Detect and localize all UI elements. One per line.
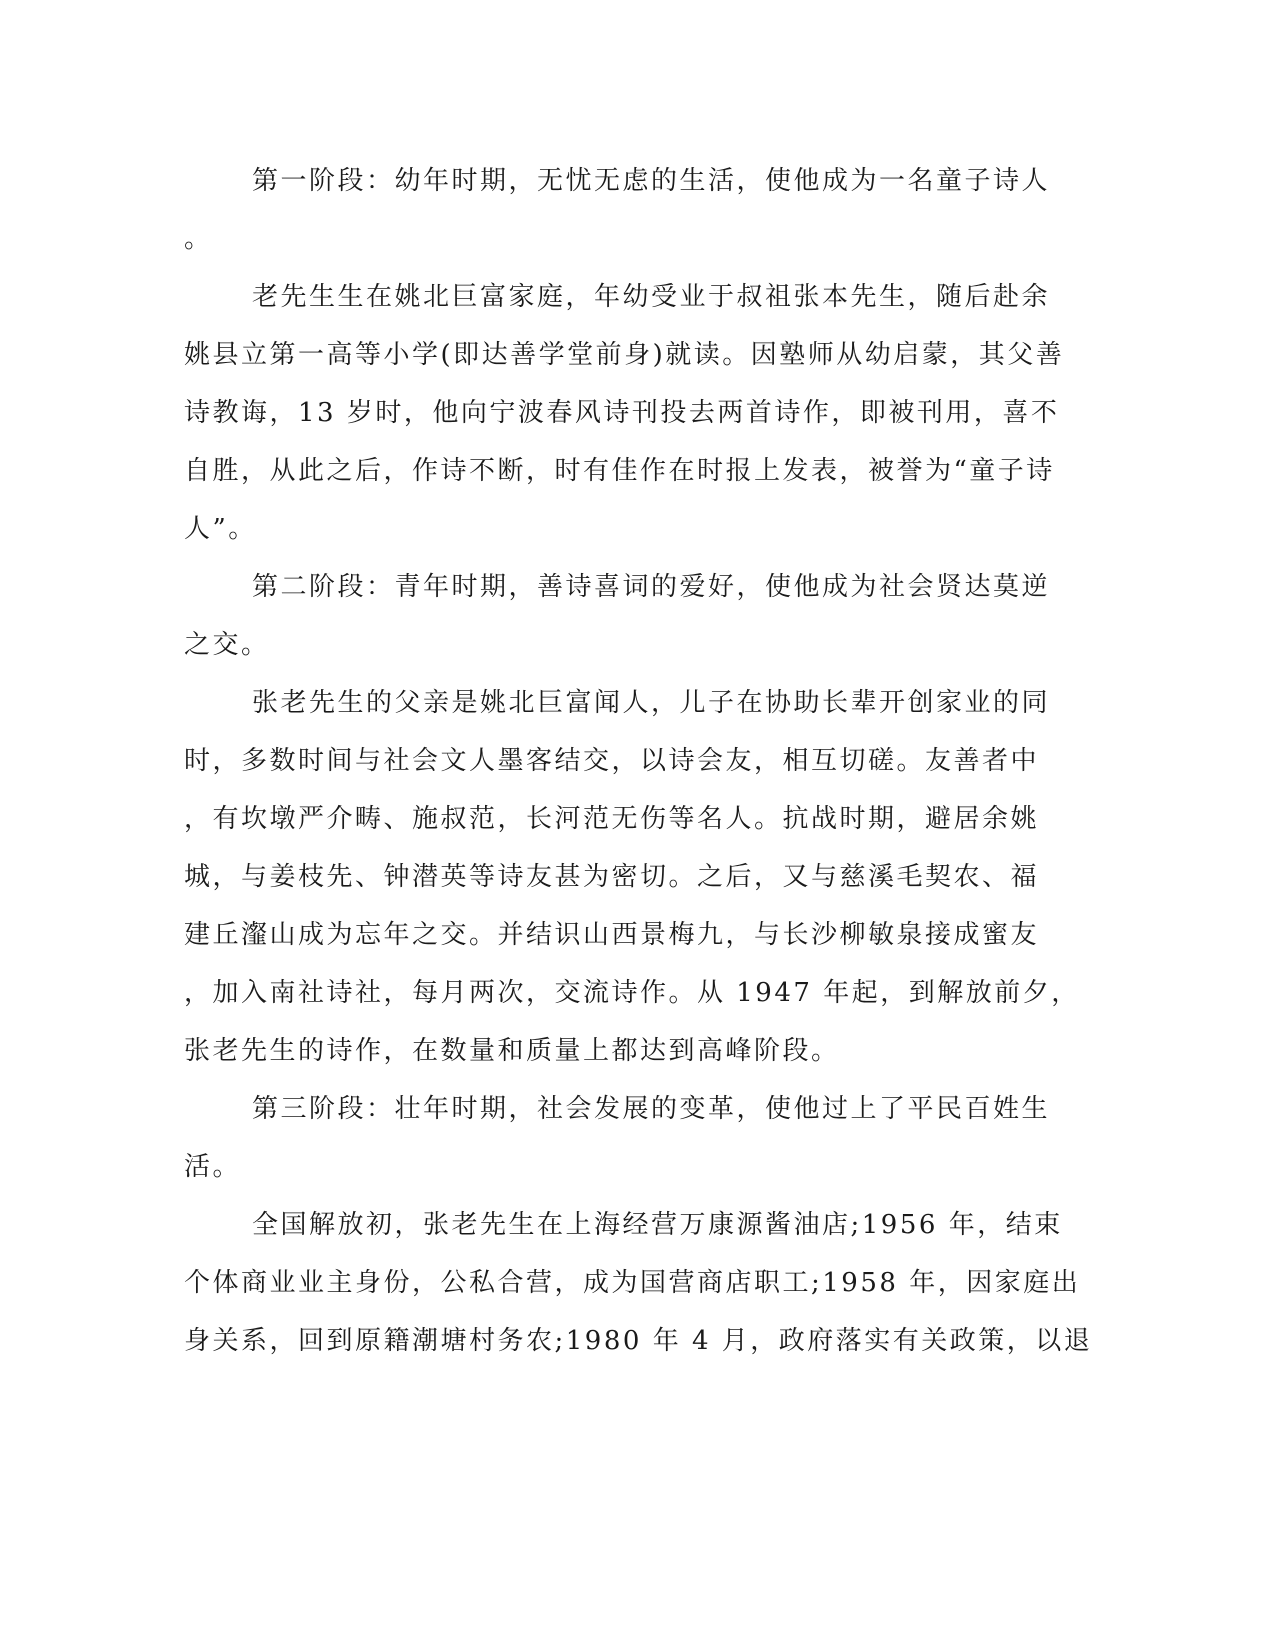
text-line: 个体商业业主身份，公私合营，成为国营商店职工;1958 年，因家庭出	[184, 1268, 1081, 1298]
text-line: 。	[184, 224, 213, 254]
text-line: 老先生生在姚北巨富家庭，年幼受业于叔祖张本先生，随后赴余	[252, 282, 1051, 312]
text-line: 活。	[184, 1152, 242, 1182]
text-line: 第二阶段：青年时期，善诗喜词的爱好，使他成为社会贤达莫逆	[252, 572, 1051, 602]
text-line: 身关系，回到原籍潮塘村务农;1980 年 4 月，政府落实有关政策，以退	[184, 1326, 1093, 1356]
body-text	[184, 152, 1093, 1370]
text-line: 张老先生的父亲是姚北巨富闻人，儿子在协助长辈开创家业的同	[252, 688, 1051, 718]
text-line: 全国解放初，张老先生在上海经营万康源酱油店;1956 年，结束	[252, 1210, 1063, 1240]
text-line: 时，多数时间与社会文人墨客结交，以诗会友，相互切磋。友善者中	[184, 746, 1040, 776]
text-line: 姚县立第一高等小学(即达善学堂前身)就读。因塾师从幼启蒙，其父善	[184, 340, 1065, 370]
text-line: ，加入南社诗社，每月两次，交流诗作。从 1947 年起，到解放前夕，	[184, 978, 1080, 1008]
text-line: 张老先生的诗作，在数量和质量上都达到高峰阶段。	[184, 1036, 840, 1066]
text-line: 建丘瀣山成为忘年之交。并结识山西景梅九，与长沙柳敏泉接成蜜友	[184, 920, 1040, 950]
text-line: 城，与姜枝先、钟潜英等诗友甚为密切。之后，又与慈溪毛契农、福	[184, 862, 1040, 892]
text-line: ，有坎墩严介畴、施叔范，长河范无伤等名人。抗战时期，避居余姚	[184, 804, 1040, 834]
text-line: 诗教诲，13 岁时，他向宁波春风诗刊投去两首诗作，即被刊用，喜不	[184, 398, 1060, 428]
text-line: 第一阶段：幼年时期，无忧无虑的生活，使他成为一名童子诗人	[252, 166, 1051, 196]
text-line: 自胜，从此之后，作诗不断，时有佳作在时报上发表，被誉为“童子诗	[184, 456, 1055, 486]
text-line: 之交。	[184, 630, 270, 660]
text-line: 第三阶段：壮年时期，社会发展的变革，使他过上了平民百姓生	[252, 1094, 1051, 1124]
text-line: 人”。	[184, 514, 257, 544]
